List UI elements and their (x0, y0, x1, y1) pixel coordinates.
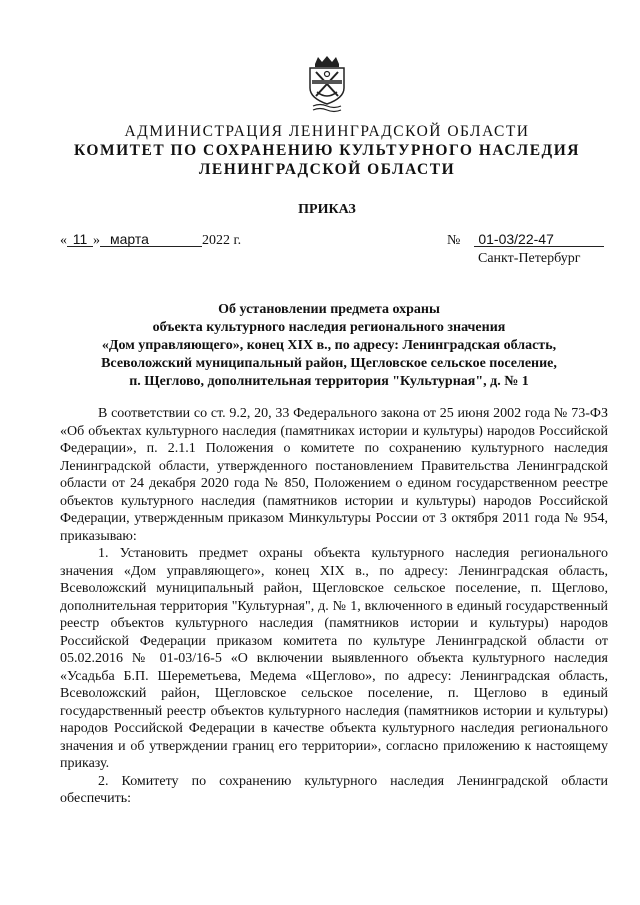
coat-of-arms-emblem (307, 54, 347, 116)
header-region: ЛЕНИНГРАДСКОЙ ОБЛАСТИ (198, 161, 456, 178)
subject-line: объекта культурного наследия регионального значения (152, 320, 506, 335)
header-administration: АДМИНИСТРАЦИЯ ЛЕНИНГРАДСКОЙ ОБЛАСТИ (124, 123, 530, 140)
date-year: 2022 г. (202, 233, 242, 248)
order-subject (64, 301, 594, 391)
date-month: марта (100, 232, 202, 247)
order-title: ПРИКАЗ (298, 202, 356, 217)
number-sign: № (447, 233, 461, 248)
subject-line: Всеволожский муниципальный район, Щегловское сельское поселение, (101, 356, 557, 371)
order-city: Санкт-Петербург (478, 251, 581, 266)
body-paragraph-item-2: 2. Комитету по сохранению культурного наследия Ленинградской области обеспечить: (60, 773, 608, 806)
order-body (60, 405, 608, 808)
date-day: 11 (67, 232, 93, 247)
order-number (447, 232, 604, 249)
body-paragraph-preamble: В соответствии со ст. 9.2, 20, 33 Федерального закона от 25 июня 2002 года № 73-ФЗ «Об объектах культурного наследия (памятниках истории и культуры) народов Российской Федерации», п. 2.1.1 Положения о комитете по сохранению культурного наследия Ленинградской области, утвержденного постановлением Правительства Ленинградской области от 24 декабря 2020 года № 850, Положением о едином государственном реестре объектов культурного наследия (памятников истории и культуры) народов Российской Федерации, утвержденным приказом Минкультуры России от 3 октября 2011 года № 954, приказываю: (60, 406, 608, 544)
number-value: 01-03/22-47 (474, 232, 604, 247)
order-date (60, 232, 241, 249)
subject-line: п. Щеглово, дополнительная территория "Культурная", д. № 1 (129, 374, 529, 389)
subject-line: «Дом управляющего», конец XIX в., по адресу: Ленинградская область, (101, 338, 557, 353)
header-committee: КОМИТЕТ ПО СОХРАНЕНИЮ КУЛЬТУРНОГО НАСЛЕДИЯ (74, 142, 580, 159)
date-close-quote: » (93, 233, 100, 248)
date-open-quote: « (60, 233, 67, 248)
subject-line: Об установлении предмета охраны (218, 302, 440, 317)
body-paragraph-item-1: 1. Установить предмет охраны объекта культурного наследия регионального значения «Дом управляющего», конец XIX в., по адресу: Ленинградская область, Всеволожский муниципальный район, Щегловское сельское поселение, п. Щеглово, дополнительная территория "Культурная", д. № 1, включенного в единый государственный реестр объектов культурного наследия (памятников истории и культуры) народов Российской Федерации приказом комитета по культуре Ленинградской области от 05.02.2016 № 01-03/16-5 «О включении выявленного объекта культурного наследия «Усадьба Б.П. Шереметьева, Медема «Щеглово», по адресу: Ленинградская область, Всеволожский район, Щегловское сельское поселение, п. Щеглово в единый государственный реестр объектов культурного наследия (памятников истории и культуры) народов Российской Федерации в качестве объекта культурного наследия регионального значения и об утверждении границ его территории», согласно приложению к настоящему приказу. (60, 546, 608, 771)
